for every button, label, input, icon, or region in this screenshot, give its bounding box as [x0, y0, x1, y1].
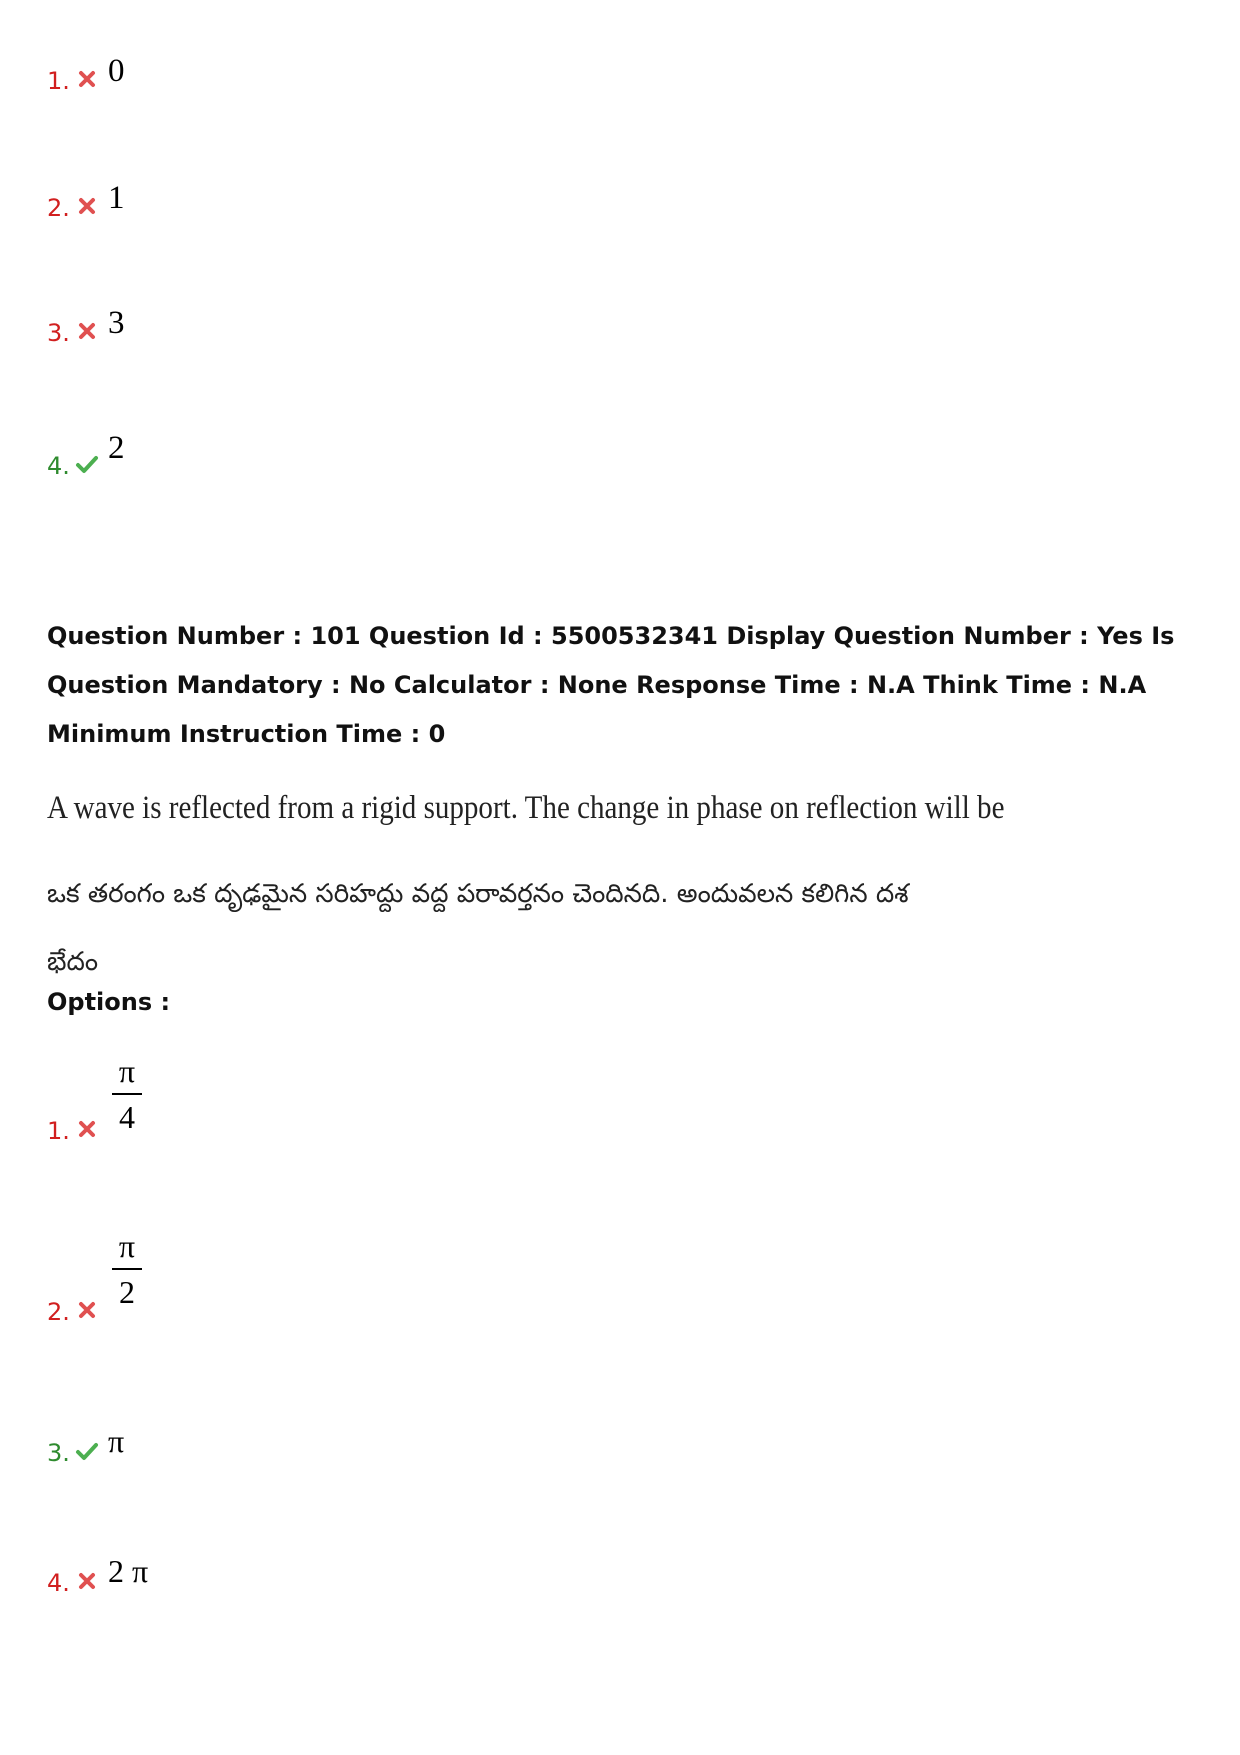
option-number: 4.: [47, 1569, 70, 1597]
fraction-bar: [112, 1268, 142, 1270]
check-icon: [75, 1439, 99, 1463]
option-number: 1.: [47, 1117, 70, 1145]
option-number: 3.: [47, 319, 70, 347]
cross-icon: [75, 319, 99, 343]
prev-option-1: [0, 55, 1240, 175]
option-fraction: [112, 1230, 142, 1308]
prev-option-4: [0, 420, 1240, 540]
option-number: 2.: [47, 194, 70, 222]
option-1: [0, 1055, 1240, 1205]
check-icon: [75, 452, 99, 476]
question-text-telugu: ఒక తరంగం ఒక దృఢమైన సరిహద్దు వద్ద పరావర్తనం చెందినది. అందువలన కలిగిన దశ భేదం: [47, 879, 909, 977]
option-value: 2 π: [108, 1553, 149, 1589]
question-text-english: A wave is reflected from a rigid support. The change in phase on reflection will be: [47, 790, 1005, 826]
fraction-denominator: 2: [119, 1274, 135, 1310]
fraction-numerator: π: [118, 1053, 136, 1089]
cross-icon: [75, 67, 99, 91]
fraction-bar: [112, 1093, 142, 1095]
option-number: 3.: [47, 1439, 70, 1467]
option-value: 0: [108, 53, 125, 89]
option-value: 1: [108, 180, 125, 216]
option-value: 3: [108, 305, 125, 341]
fraction-numerator: π: [118, 1228, 136, 1264]
option-2: [0, 1230, 1240, 1380]
option-number: 4.: [47, 452, 70, 480]
option-4: [0, 1555, 1240, 1675]
option-fraction: [112, 1055, 142, 1133]
cross-icon: [75, 1298, 99, 1322]
prev-option-3: [0, 293, 1240, 413]
option-3: [0, 1425, 1240, 1545]
fraction-denominator: 4: [119, 1099, 135, 1135]
options-label: Options :: [47, 988, 171, 1016]
question-meta: Question Number : 101 Question Id : 5500532341 Display Question Number : Yes Is Question Mandatory : No Calculator : None Response Time : N.A Think Time : N.A Minimum Instruction Time : 0: [47, 622, 1175, 748]
cross-icon: [75, 1117, 99, 1141]
option-number: 2.: [47, 1298, 70, 1326]
option-value: π: [108, 1423, 125, 1459]
option-value: 2: [108, 430, 125, 466]
option-number: 1.: [47, 67, 70, 95]
prev-option-2: [0, 168, 1240, 288]
cross-icon: [75, 194, 99, 218]
cross-icon: [75, 1569, 99, 1593]
